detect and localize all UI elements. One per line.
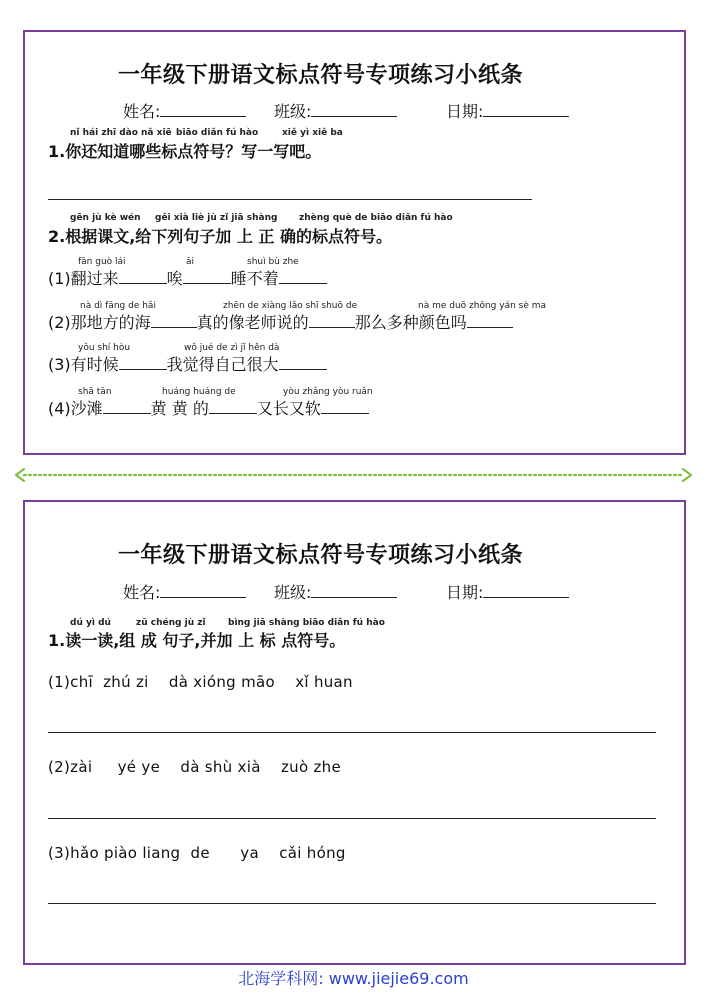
item3-blank-1[interactable] (119, 355, 167, 370)
item1-blank-2[interactable] (183, 269, 231, 284)
item2-pinyin-3: nà me duō zhǒng yán sè ma (418, 301, 547, 311)
sheet2-date-blank[interactable] (483, 583, 569, 598)
item4-blank-3[interactable] (321, 399, 369, 414)
sheet1-question-1: 1.你还知道哪些标点符号？写一写吧。 (48, 142, 322, 161)
sheet1-date-label: 日期: (446, 99, 569, 122)
item1-pinyin-2: āi (186, 257, 195, 267)
answer-line-1[interactable] (48, 732, 656, 733)
item4-pinyin-3: yòu zhǎng yòu ruǎn (283, 387, 373, 397)
sheet1-date-blank[interactable] (483, 102, 569, 117)
sheet2-name-blank[interactable] (160, 583, 246, 598)
dotted-divider-arrow (14, 468, 693, 482)
item1-pinyin-1: fān guò lái (78, 257, 126, 267)
item2-pinyin-1: nà dì fāng de hǎi (80, 301, 156, 311)
pinyin-line-3: (3)hǎo piào liang de ya cǎi hóng (48, 844, 346, 862)
pinyin-line-2: (2)zài yé ye dà shù xià zuò zhe (48, 758, 341, 776)
sheet2-date-label: 日期: (446, 580, 569, 603)
item2-pinyin-2: zhēn de xiàng lǎo shī shuō de (223, 301, 358, 311)
sheet1-class-label: 班级: (274, 99, 397, 122)
sheet1-q2-pinyin-1: gēn jù kè wén (70, 213, 141, 223)
item4-blank-1[interactable] (103, 399, 151, 414)
item1-pinyin-3: shuì bù zhe (247, 257, 299, 267)
footer-website[interactable]: 北海学科网: www.jiejie69.com (238, 969, 469, 988)
item2-blank-3[interactable] (467, 313, 513, 328)
sheet1-q1-pinyin-3: xiě yì xiě ba (282, 128, 343, 138)
item3-blank-2[interactable] (279, 355, 327, 370)
sheet1-class-blank[interactable] (311, 102, 397, 117)
item2-blank-1[interactable] (151, 313, 197, 328)
sheet1-q1-answer-line[interactable] (48, 199, 532, 200)
sheet1-q1-pinyin-1: nǐ hái zhī dào nǎ xiē (70, 128, 172, 138)
sheet1-name-blank[interactable] (160, 102, 246, 117)
item4-pinyin-2: huáng huáng de (162, 387, 236, 397)
item1-blank-3[interactable] (279, 269, 327, 284)
sheet2-title: 一年级下册语文标点符号专项练习小纸条 (118, 543, 524, 568)
sheet1-q1-pinyin-2: biāo diǎn fú hào (176, 128, 259, 138)
sentence-item-3: (3)有时候 我觉得自己很大 (48, 352, 327, 375)
sheet2-q1-pinyin-3: bìng jiā shàng biāo diǎn fú hào (228, 618, 385, 628)
sheet1-q2-pinyin-2: gěi xià liè jù zǐ jiā shàng (155, 213, 278, 223)
item1-blank-1[interactable] (119, 269, 167, 284)
sentence-item-4: (4)沙滩 黄 黄 的 又长又软 (48, 396, 369, 419)
answer-line-3[interactable] (48, 903, 656, 904)
pinyin-line-1: (1)chī zhú zi dà xióng māo xǐ huan (48, 673, 353, 691)
answer-line-2[interactable] (48, 818, 656, 819)
item3-pinyin-1: yǒu shí hòu (78, 343, 131, 353)
sheet1-q2-pinyin-3: zhèng què de biāo diǎn fú hào (299, 213, 453, 223)
sentence-item-1: (1)翻过来 唉 睡不着 (48, 266, 327, 289)
sheet2-question-1: 1.读一读,组 成 句子,并加 上 标 点符号。 (48, 631, 346, 650)
sheet1-name-label: 姓名: (123, 99, 246, 122)
sheet2-class-blank[interactable] (311, 583, 397, 598)
sheet2-q1-pinyin-1: dú yì dú (70, 618, 111, 628)
item3-pinyin-2: wǒ jué de zì jǐ hěn dà (184, 343, 280, 353)
item4-blank-2[interactable] (209, 399, 257, 414)
sheet2-class-label: 班级: (274, 580, 397, 603)
item4-pinyin-1: shā tān (78, 387, 112, 397)
sentence-item-2: (2)那地方的海 真的像老师说的 那么多种颜色吗 (48, 310, 513, 333)
sheet2-q1-pinyin-2: zǔ chéng jù zǐ (136, 618, 206, 628)
sheet1-question-2: 2.根据课文,给下列句子加 上 正 确的标点符号。 (48, 227, 393, 246)
item2-blank-2[interactable] (309, 313, 355, 328)
sheet1-title: 一年级下册语文标点符号专项练习小纸条 (118, 63, 524, 88)
sheet2-name-label: 姓名: (123, 580, 246, 603)
